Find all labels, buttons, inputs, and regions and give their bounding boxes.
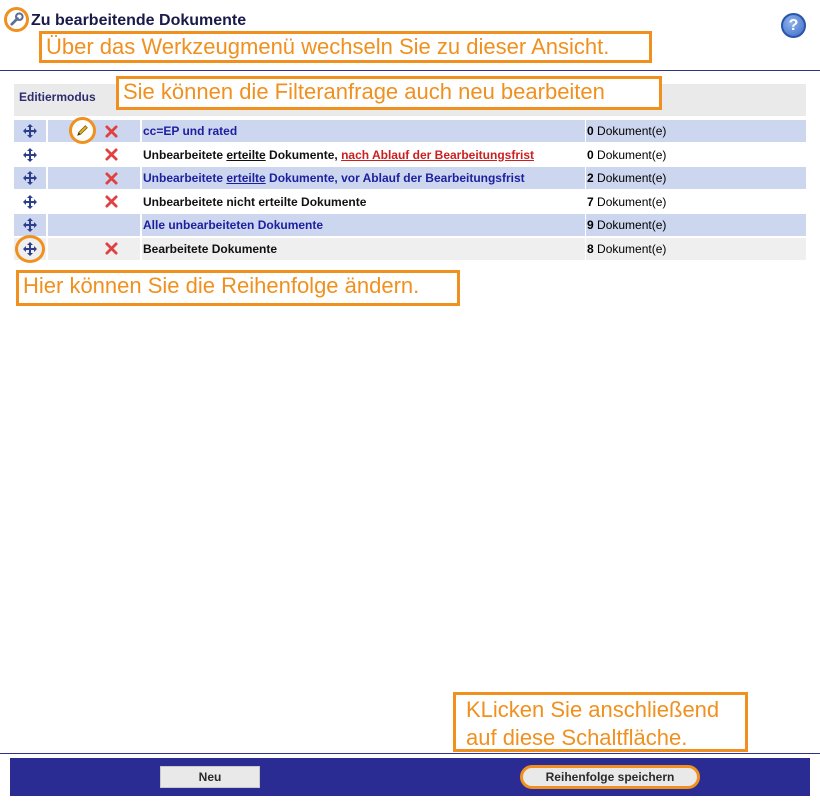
new-button[interactable]: Neu (160, 766, 260, 788)
edit-pencil-icon[interactable] (69, 117, 96, 144)
erteilte-link[interactable]: erteilte (226, 171, 266, 185)
row-tools (48, 167, 140, 189)
help-icon[interactable]: ? (781, 13, 806, 38)
delete-icon[interactable] (102, 169, 120, 187)
delete-icon[interactable] (102, 240, 120, 258)
filter-row (14, 120, 806, 143)
filter-row (14, 238, 806, 261)
row-tools (48, 120, 140, 142)
filter-row (14, 214, 806, 237)
document-count: 2 Dokument(e) (586, 167, 806, 189)
move-handle[interactable] (14, 120, 46, 142)
document-count: 8 Dokument(e) (586, 238, 806, 260)
delete-icon[interactable] (102, 122, 120, 140)
row-tools (48, 144, 140, 166)
document-count: 0 Dokument(e) (587, 147, 667, 162)
deadline-link[interactable]: nach Ablauf der Bearbeitungsfrist (341, 147, 534, 162)
move-icon (22, 123, 38, 139)
filter-name[interactable]: cc=EP und rated (142, 120, 585, 142)
callout-edit-query: Sie können die Filteranfrage auch neu bearbeiten (116, 76, 662, 110)
move-icon (22, 241, 38, 257)
document-count: 7 Dokument(e) (587, 194, 667, 209)
callout-reorder: Hier können Sie die Reihenfolge ändern. (16, 270, 460, 306)
callout-save-hint: KLicken Sie anschließend auf diese Schaltfläche. (453, 692, 748, 752)
filter-row (14, 167, 806, 190)
move-handle[interactable] (14, 144, 46, 166)
move-icon (22, 147, 38, 163)
move-highlight[interactable] (15, 235, 45, 263)
row-tools (48, 214, 140, 236)
filter-list (14, 120, 806, 261)
delete-icon[interactable] (102, 193, 120, 211)
move-icon (22, 170, 38, 186)
filter-name[interactable]: Unbearbeitete erteilte Dokumente, nach Ablauf der Bearbeitungsfrist (143, 147, 534, 162)
move-handle[interactable] (14, 191, 46, 213)
edit-mode-label: Editiermodus (19, 90, 96, 104)
filter-name[interactable]: Unbearbeitete erteilte Dokumente, vor Ablauf der Bearbeitungsfrist (142, 167, 585, 189)
header-divider (0, 70, 820, 71)
callout-toolmenu: Über das Werkzeugmenü wechseln Sie zu dieser Ansicht. (39, 31, 652, 63)
footer-divider (0, 753, 820, 754)
document-count: 9 Dokument(e) (586, 214, 806, 236)
move-handle[interactable] (14, 238, 46, 260)
move-icon (22, 194, 38, 210)
filter-row (14, 191, 806, 214)
filter-name[interactable]: Unbearbeitete nicht erteilte Dokumente (143, 194, 367, 209)
wrench-icon (4, 7, 29, 32)
erteilte-link[interactable]: erteilte (226, 147, 266, 162)
row-tools (48, 238, 140, 260)
page-title: Zu bearbeitende Dokumente (31, 12, 247, 29)
filter-row (14, 144, 806, 167)
move-handle[interactable] (14, 214, 46, 236)
row-tools (48, 191, 140, 213)
filter-name[interactable]: Alle unbearbeiteten Dokumente (142, 214, 585, 236)
move-handle[interactable] (14, 167, 46, 189)
document-count: 0 Dokument(e) (586, 120, 806, 142)
delete-icon[interactable] (102, 146, 120, 164)
move-icon (22, 217, 38, 233)
save-order-button[interactable]: Reihenfolge speichern (520, 765, 700, 789)
filter-name[interactable]: Bearbeitete Dokumente (142, 238, 585, 260)
